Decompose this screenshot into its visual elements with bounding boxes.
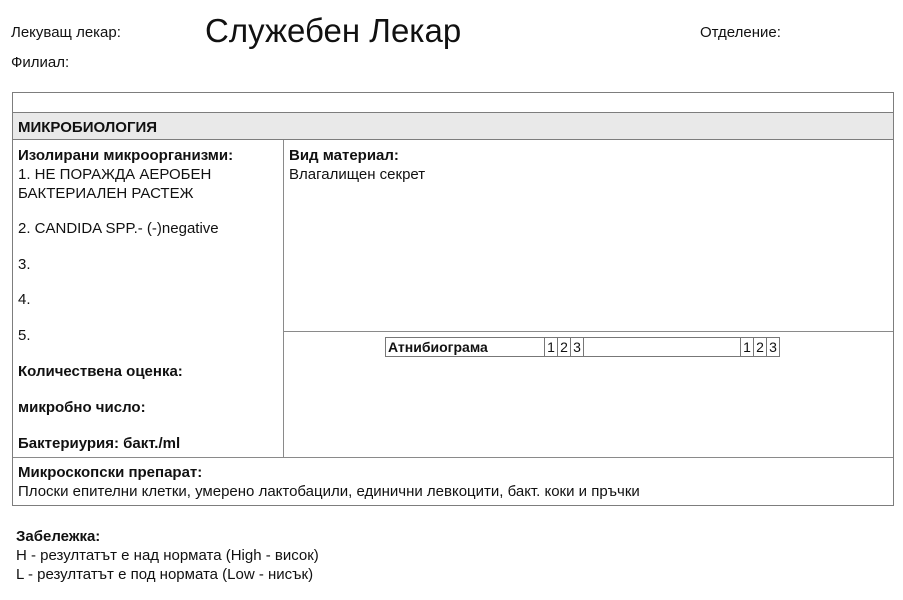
organism-4: 4. <box>18 291 31 308</box>
branch-label: Филиал: <box>11 54 70 71</box>
right-row-divider <box>284 331 893 332</box>
organism-2: 2. CANDIDA SPP.- (-)negative <box>18 220 219 237</box>
organism-5: 5. <box>18 327 31 344</box>
organism-1a: 1. НЕ ПОРАЖДА АЕРОБЕН <box>18 166 212 183</box>
antibiogram-col-b2: 2 <box>754 338 767 357</box>
note-line-low: L - резултатът е под нормата (Low - нисък) <box>16 566 314 583</box>
microscopy-label: Микроскопски препарат: <box>18 464 203 481</box>
microscopy-value: Плоски епителни клетки, умерено лактобацили, единични левкоцити, бакт. коки и пръчки <box>18 483 640 500</box>
material-value: Влагалищен секрет <box>289 166 426 183</box>
antibiogram-header-row <box>386 338 780 357</box>
antibiogram-col-a3: 3 <box>571 338 584 357</box>
antibiogram-label: Атнибиограма <box>386 338 545 357</box>
doctor-label: Лекуващ лекар: <box>11 24 121 41</box>
column-divider <box>283 140 284 458</box>
top-spacer-row <box>12 92 894 113</box>
organism-3: 3. <box>18 256 31 273</box>
microscopy-divider <box>13 457 893 458</box>
antibiogram-col-a1: 1 <box>545 338 558 357</box>
antibiogram-col-a2: 2 <box>558 338 571 357</box>
material-label: Вид материал: <box>289 147 399 164</box>
note-label: Забележка: <box>16 528 101 545</box>
antibiogram-blank <box>584 338 741 357</box>
note-line-high: H - резултатът е над нормата (High - висок) <box>16 547 319 564</box>
department-label: Отделение: <box>700 24 781 41</box>
section-title: МИКРОБИОЛОГИЯ <box>18 119 158 136</box>
antibiogram-table <box>385 337 780 357</box>
antibiogram-col-b3: 3 <box>767 338 780 357</box>
quant-label: Количествена оценка: <box>18 363 183 380</box>
section-header <box>12 112 894 140</box>
isolated-label: Изолирани микроорганизми: <box>18 147 234 164</box>
microbial-label: микробно число: <box>18 399 146 416</box>
bacteriuria-label: Бактериурия: бакт./ml <box>18 435 181 452</box>
antibiogram-col-b1: 1 <box>741 338 754 357</box>
organism-1b: БАКТЕРИАЛЕН РАСТЕЖ <box>18 185 194 202</box>
doctor-name: Служебен Лекар <box>205 12 462 49</box>
